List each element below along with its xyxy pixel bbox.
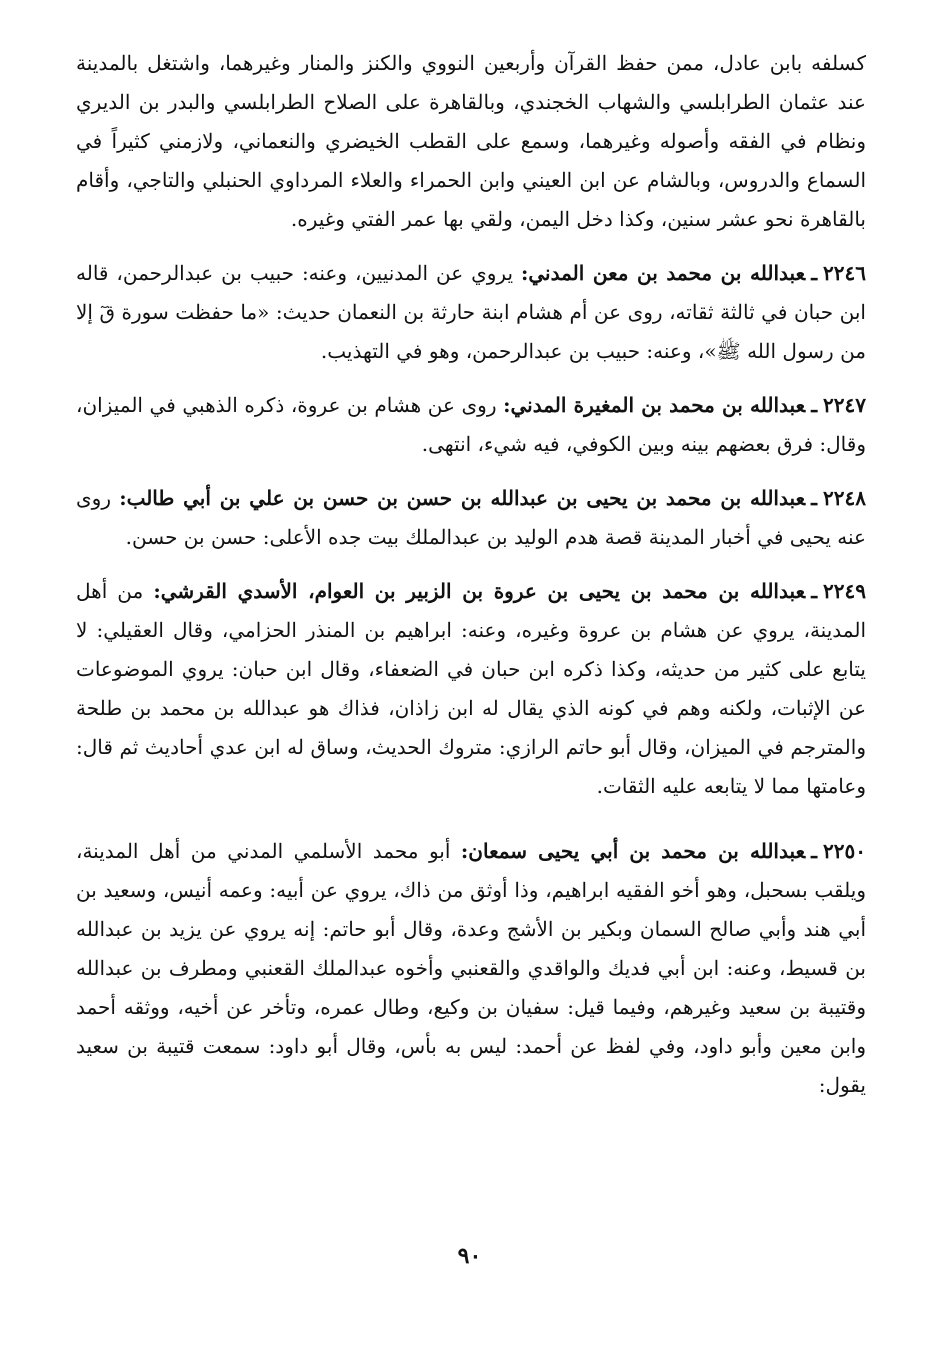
entry-number: ٢٢٤٨ — [823, 486, 866, 510]
entry-text: يروي عن المدنيين، وعنه: حبيب بن عبدالرحمن، قاله ابن حبان في ثالثة ثقاته، روى عن أم هشام ابنة حارثة بن النعمان حديث: «ما حفظت سورة قٓ إلا من رسول الله ﷺ»، وعنه: حبيب بن عبدالرحمن، وهو في التهذيب. — [76, 261, 866, 363]
entry-text: روى عنه يحيى في أخبار المدينة قصة هدم الوليد بن عبدالملك بيت جده الأعلى: حسن بن حسن. — [76, 486, 866, 549]
entry-dash: ـ — [811, 261, 818, 285]
entry-dash: ـ — [811, 579, 818, 603]
entry-text: من أهل المدينة، يروي عن هشام بن عروة وغيره، وعنه: ابراهيم بن المنذر الحزامي، وقال العقيلي: لا يتابع على كثير من حديثه، وكذا ذكره ابن حبان في الضعفاء، وقال ابن حبان: يروي الموضوعات عن الإثبات، ولكنه وهم في كونه الذي يقال له ابن زاذان، فذاك هو عبدالله بن محمد بن طلحة والمترجم في الميزان، وقال أبو حاتم الرازي: متروك الحديث، وساق له ابن عدي أحاديث ثم قال: وعامتها مما لا يتابعه عليه الثقات. — [76, 579, 866, 798]
entry-text: أبو محمد الأسلمي المدني من أهل المدينة، ويلقب بسحبل، وهو أخو الفقيه ابراهيم، وذا أوثق من ذاك، يروي عن أبيه: وعمه أنيس، وسعيد بن أبي هند وأبي صالح السمان وبكير بن الأشج وعدة، وقال أبو حاتم: إنه يروي عن يزيد بن عبدالله بن قسيط، وعنه: ابن أبي فديك والواقدي والقعنبي وأخوه عبدالملك القعنبي ومطرف بن عبدالله وقتيبة بن سعيد وغيرهم، وفيما قيل: سفيان بن وكيع، وطال عمره، وتأخر عن أخيه، ووثقه أحمد وابن معين وأبو داود، وفي لفظ عن أحمد: ليس به بأس، وقال أبو داود: سمعت قتيبة بن سعيد يقول: — [76, 839, 866, 1097]
entry-2247 — [76, 386, 866, 464]
entry-name: عبدالله بن محمد بن المغيرة المدني: — [503, 393, 806, 417]
text-column — [76, 44, 866, 1105]
intro-paragraph: كسلفه بابن عادل، ممن حفظ القرآن وأربعين النووي والكنز والمنار وغيرهما، واشتغل بالمدينة عند عثمان الطرابلسي والشهاب الخجندي، وبالقاهرة على الصلاح الطرابلسي والبدر بن الديري ونظام في الفقه وأصوله وغيرهما، وسمع على القطب الخيضري والنعماني، ولازمني كثيراً في السماع والدروس، وبالشام عن ابن العيني وابن الحمراء والعلاء المرداوي الحنبلي والتاجي، وأقام بالقاهرة نحو عشر سنين، وكذا دخل اليمن، ولقي بها عمر الفتي وغيره. — [76, 51, 866, 231]
entry-number: ٢٢٤٦ — [823, 261, 867, 285]
entry-name: عبدالله بن محمد بن معن المدني: — [520, 261, 806, 285]
entry-dash: ـ — [811, 486, 818, 510]
entry-2246 — [76, 254, 866, 371]
entry-number: ٢٢٥٠ — [823, 839, 866, 863]
entry-name: عبدالله بن محمد بن أبي يحيى سمعان: — [460, 839, 806, 863]
entry-number: ٢٢٤٩ — [823, 579, 867, 603]
entry-text: روى عن هشام بن عروة، ذكره الذهبي في الميزان، وقال: فرق بعضهم بينه وبين الكوفي، فيه شيء، انتهى. — [76, 393, 866, 456]
entry-name: عبدالله بن محمد بن يحيى بن عروة بن الزبير بن العوام، الأسدي القرشي: — [153, 579, 806, 603]
entry-name: عبدالله بن محمد بن يحيى بن عبدالله بن حسن بن حسن بن علي بن أبي طالب: — [119, 486, 806, 510]
entry-dash: ـ — [811, 839, 818, 863]
entry-2249 — [76, 572, 866, 806]
entry-number: ٢٢٤٧ — [823, 393, 867, 417]
entry-2248 — [76, 479, 866, 557]
entry-dash: ـ — [811, 393, 818, 417]
entry-2250 — [76, 832, 866, 1105]
page-number: ٩٠ — [457, 1243, 482, 1269]
